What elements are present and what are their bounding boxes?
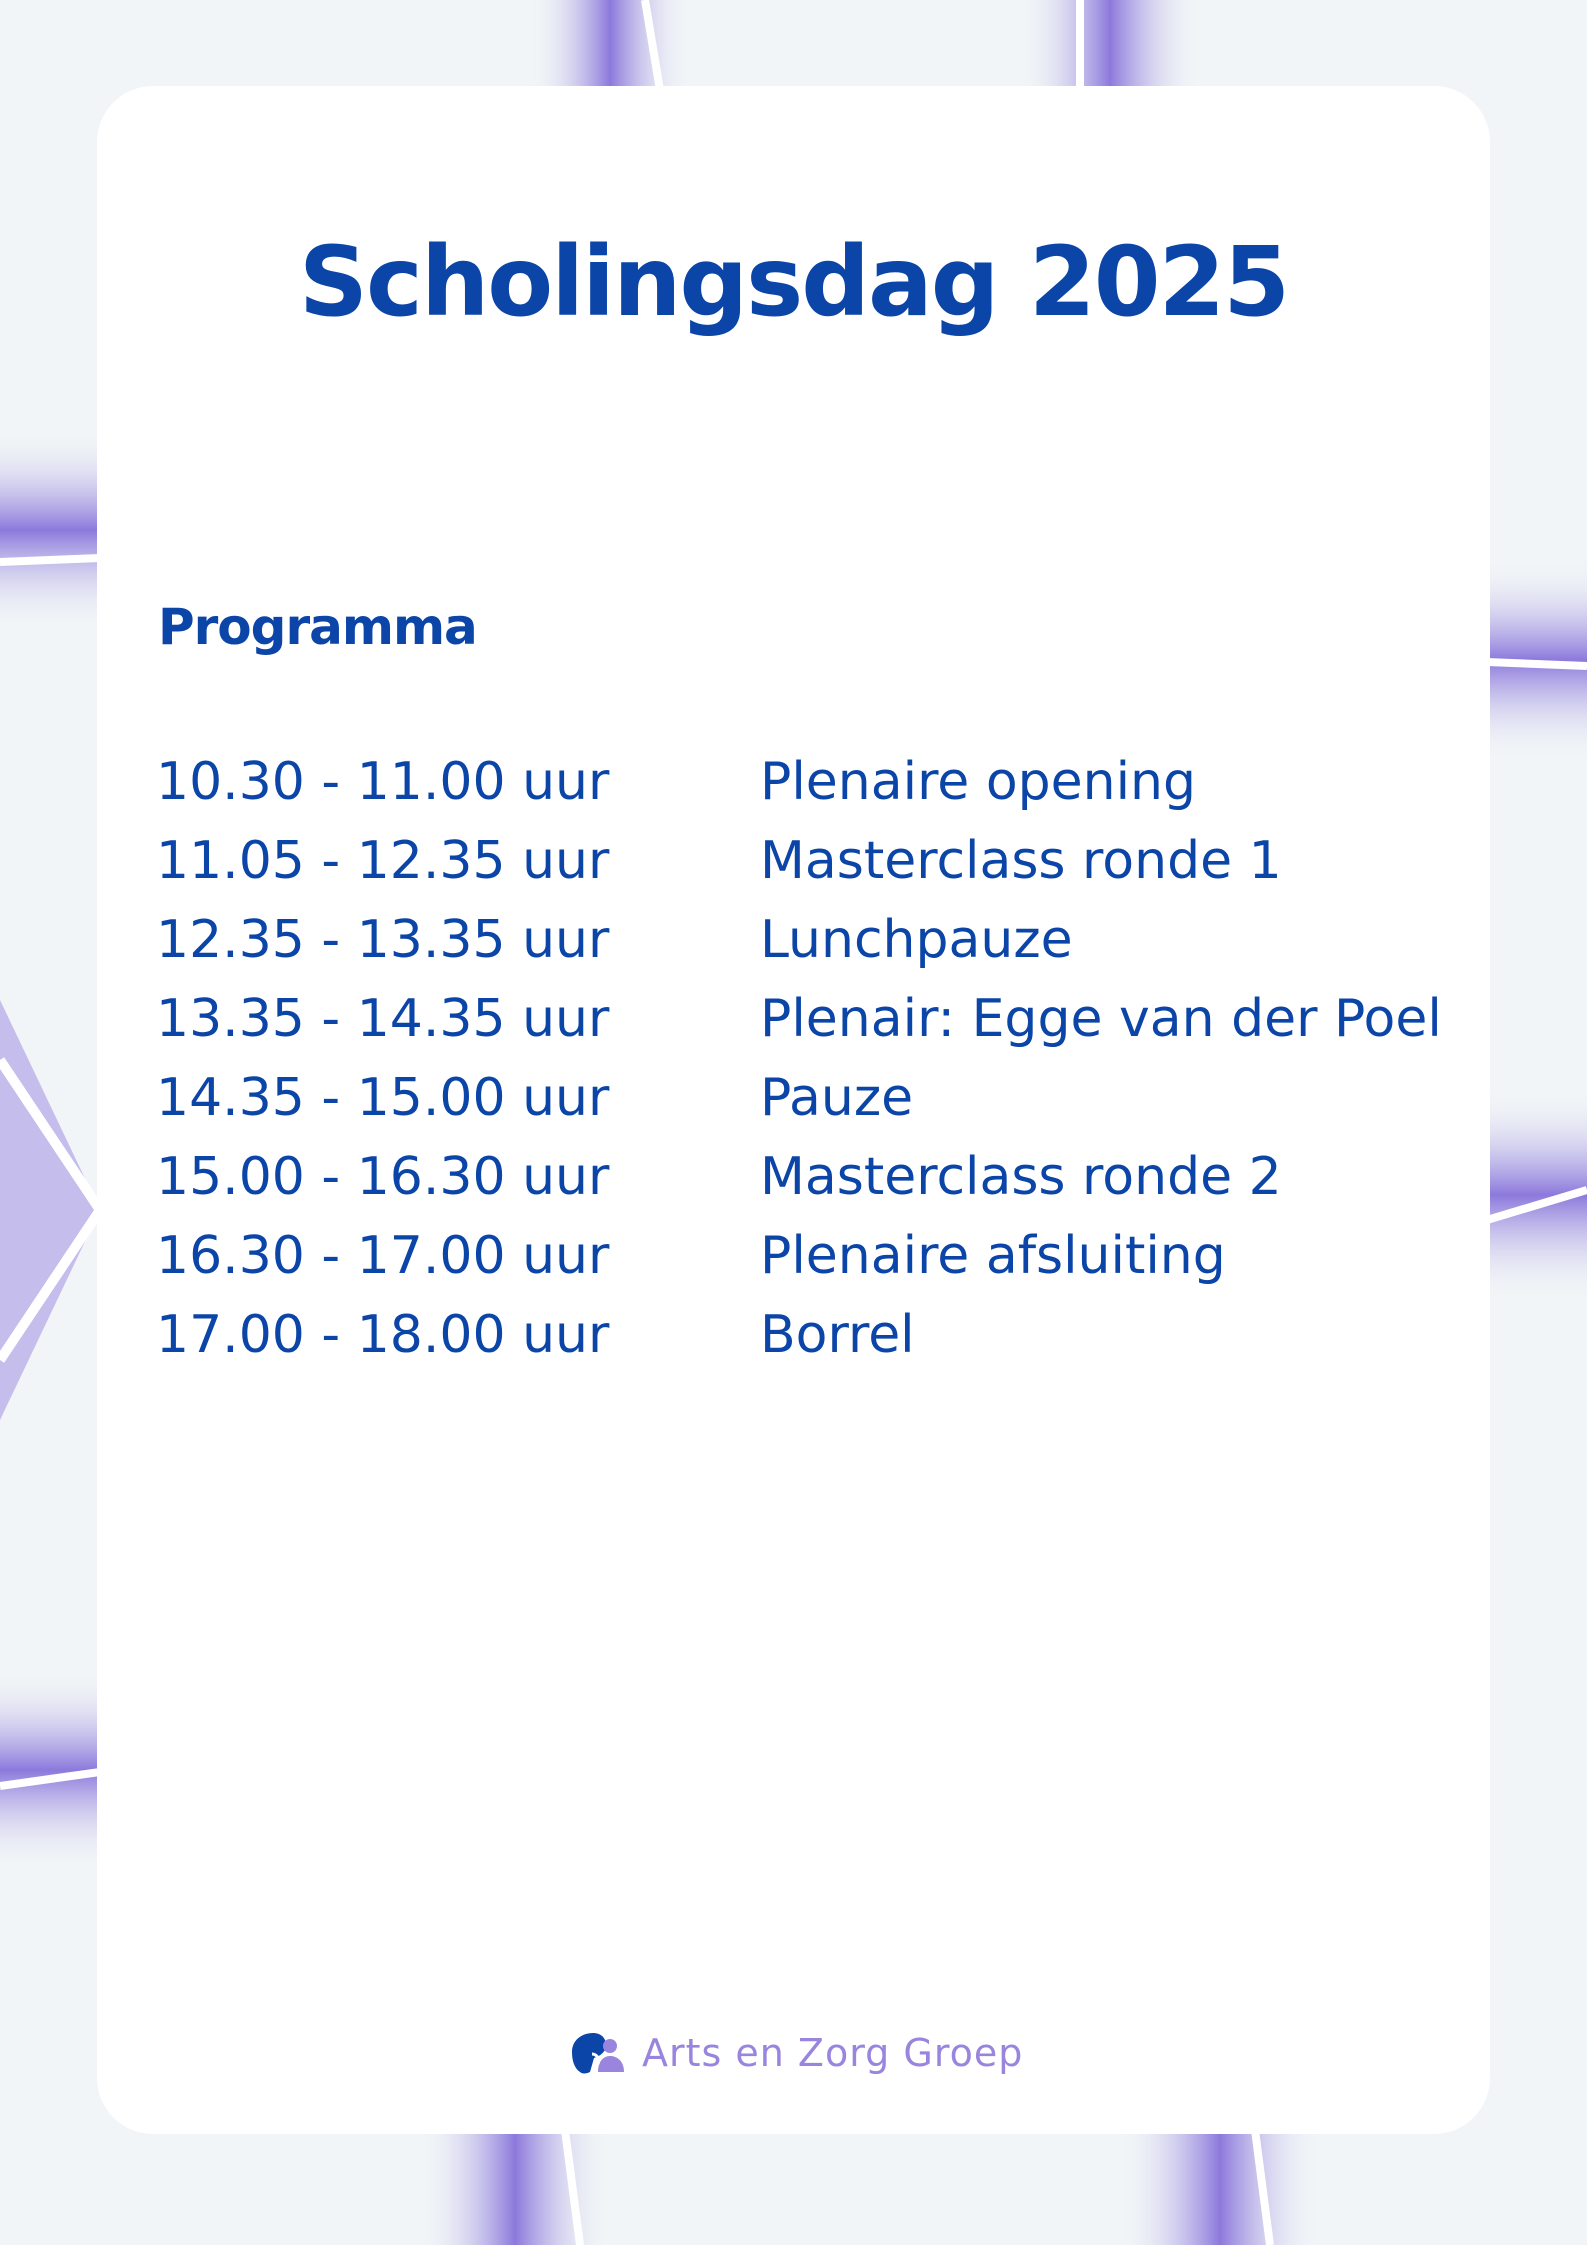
schedule-item: Plenaire afsluiting bbox=[760, 1226, 1226, 1286]
schedule-row bbox=[156, 1059, 1476, 1138]
section-heading-programma: Programma bbox=[158, 598, 477, 656]
schedule-row bbox=[156, 1138, 1476, 1217]
arts-en-zorg-logo-icon bbox=[568, 2030, 628, 2076]
schedule-item: Masterclass ronde 1 bbox=[760, 831, 1282, 891]
schedule-time: 17.00 - 18.00 uur bbox=[156, 1305, 610, 1365]
schedule-time: 10.30 - 11.00 uur bbox=[156, 752, 610, 812]
schedule-time: 16.30 - 17.00 uur bbox=[156, 1226, 610, 1286]
schedule-item: Plenaire opening bbox=[760, 752, 1197, 812]
schedule-row bbox=[156, 980, 1476, 1059]
schedule-item: Masterclass ronde 2 bbox=[760, 1147, 1282, 1207]
footer-brand bbox=[568, 2025, 1023, 2081]
schedule-list bbox=[156, 743, 1476, 1375]
schedule-time: 15.00 - 16.30 uur bbox=[156, 1147, 610, 1207]
schedule-item: Pauze bbox=[760, 1068, 914, 1128]
schedule-row bbox=[156, 822, 1476, 901]
schedule-item: Lunchpauze bbox=[760, 910, 1073, 970]
page-title: Scholingsdag 2025 bbox=[298, 226, 1289, 338]
schedule-time: 14.35 - 15.00 uur bbox=[156, 1068, 610, 1128]
schedule-item: Borrel bbox=[760, 1305, 915, 1365]
schedule-item: Plenair: Egge van der Poel bbox=[760, 989, 1442, 1049]
schedule-row bbox=[156, 1217, 1476, 1296]
schedule-time: 13.35 - 14.35 uur bbox=[156, 989, 610, 1049]
schedule-time: 12.35 - 13.35 uur bbox=[156, 910, 610, 970]
schedule-row bbox=[156, 1296, 1476, 1375]
schedule-time: 11.05 - 12.35 uur bbox=[156, 831, 610, 891]
schedule-row bbox=[156, 743, 1476, 822]
brand-name: Arts en Zorg Groep bbox=[642, 2031, 1024, 2075]
schedule-row bbox=[156, 901, 1476, 980]
